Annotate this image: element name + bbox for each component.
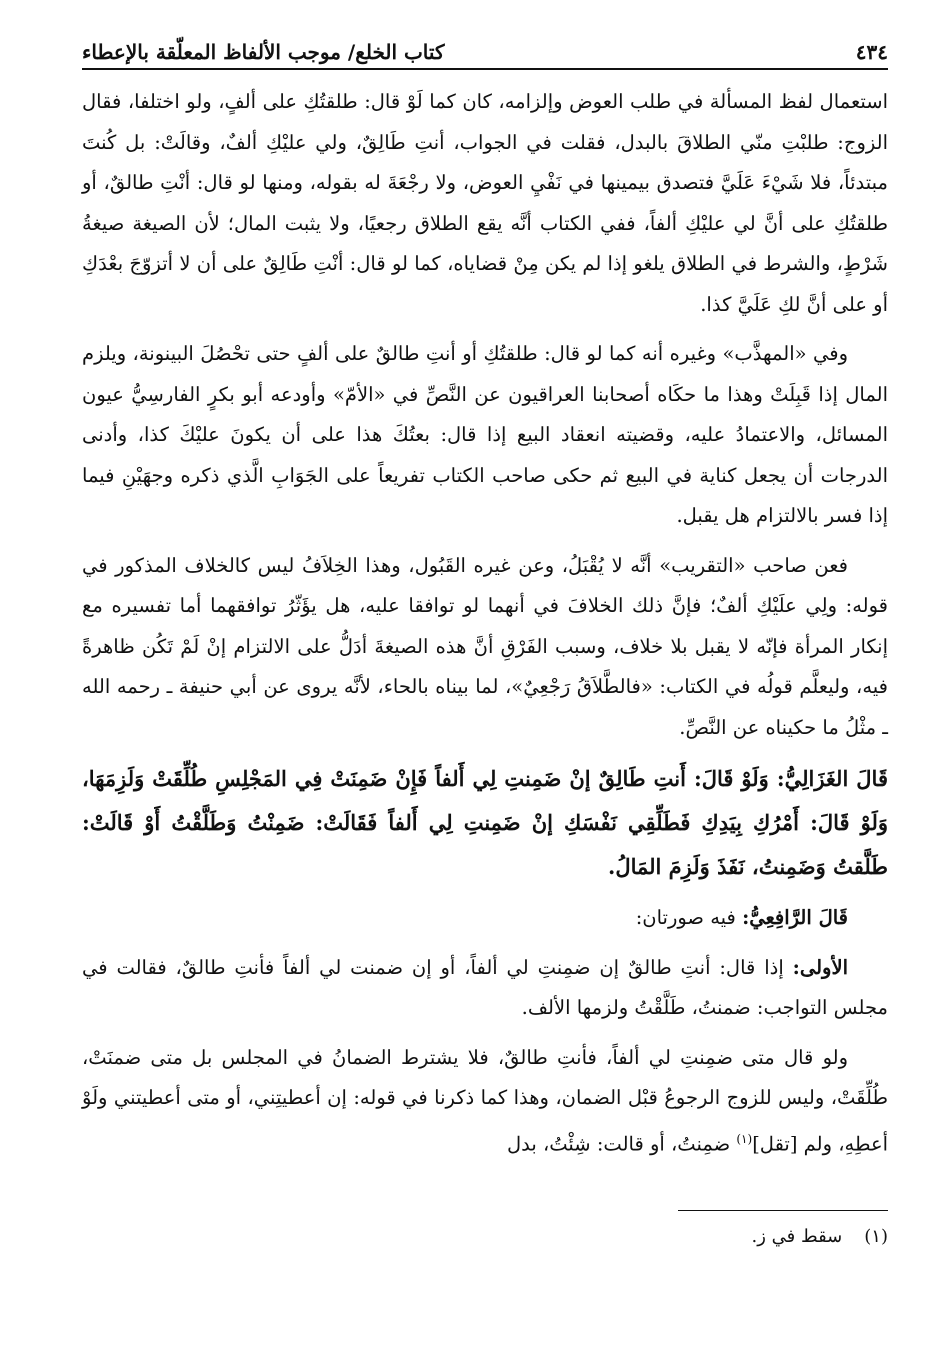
footnote-text: سقط في ز. [751, 1226, 843, 1247]
paragraph-2: وفي «المهذَّب» وغيره أنه كما لو قال: طلقتُكِ أو أنتِ طالقٌ على ألفٍ حتى تحْصُلَ البينونة، ويلزم المال إذا قَبِلَتْ وهذا ما حكَاه أصحابنا العراقيون عن النَّصِّ في «الأمّ» وأودعه أبو بكرٍ الفارسِيُّ عيون المسائل، والاعتمادُ عليه، وقضيته انعقاد البيع إذا قال: بعتُكَ هذا على أن يكونَ عليْكَ كذا، وأدنى الدرجات أن يجعل كناية في البيع ثم حكى صاحب الكتاب تفريعاً على الجَوَابِ الَّذي ذكره وجهَيْنِ فيما إذا فسر بالالتزام هل يقبل. [82, 342, 888, 527]
first-case-label: الأولى: [792, 955, 848, 979]
footnote-rule [678, 1210, 888, 1211]
running-title: كتاب الخلع/ موجب الألفاظ المعلّقة بالإعطاء [82, 40, 445, 64]
rafii-label: قَالَ الرَّافِعِيُّ: [742, 906, 848, 929]
footnote-number: (١) [864, 1226, 888, 1247]
paragraph-last-after: ضمِنتُ، أو قالت: شِئْتُ، بدل [506, 1132, 737, 1155]
document-page [82, 0, 888, 1353]
ghazali-text: قَالَ الغَزَالِيُّ: وَلَوْ قَالَ: أَنتِ طَالِقٌ إنْ ضَمِنتِ لِي أَلفاً فَإِنْ ضَمِنَتْ فِي المَجْلِسِ طُلِّقَتْ وَلَزِمَهَا، وَلَوْ قَالَ: أَمْرُكِ بِيَدِكِ فَطَلِّقِي نَفْسَكِ إنْ ضَمِنتِ لِي أَلفاً فَقَالَتْ: ضَمِنْتُ وَطَلَّقْتُ أَوْ قَالَتْ: طَلَّقتُ وَضَمِنتُ، نَفَذَ وَلَزِمَ المَالُ. [82, 766, 888, 879]
page-number: ٤٣٤ [855, 40, 888, 64]
paragraph-last-before: ولو قال متى ضمِنتِ لي ألفاً، فأنتِ طالقٌ، فلا يشترط الضمانُ في المجلس بل متى ضمنَتْ، طُلِّقَتْ، وليس للزوج الرجوعُ قبْل الضمان، وهذا كما ذكرنا في قوله: إن أعطيتِني، أو متى أعطيتني ولَوْ أعطِهِ، ولم [تقل] [82, 1045, 888, 1155]
header-rule [82, 68, 888, 70]
running-header [82, 34, 888, 64]
first-case-text: إذا قال: أنتِ طالقٌ إن ضمِنتِ لي ألفاً، أو إن ضمنت لي ألفاً فأنتِ طالقٌ، فقالت في مجلس التواجب: ضمنتُ، طَلَّقْتُ ولزمها الألف. [82, 955, 888, 1019]
rafii-rest: فيه صورتان: [635, 906, 743, 929]
footnote-marker[interactable]: (١) [736, 1131, 753, 1146]
main-text [82, 82, 888, 1174]
footnote [752, 1222, 888, 1252]
rafii-intro [82, 898, 888, 939]
first-case [82, 948, 888, 1029]
paragraph-last [82, 1038, 888, 1165]
paragraph-3: فعن صاحب «التقريب» أنَّه لا يُقْبَلُ، وعن غيره القَبُول، وهذا الخِلاَفُ ليس كالخلاف المذكور في قوله: ولِي علَيْكِ ألفٌ؛ فإنَّ ذلك الخلافَ في أنهما لو توافقا عليه، هل يؤَثّرُ توافقهما أما تفسيره مع إنكار المرأة فإنّه لا يقبل بلا خلاف، وسبب الفَرْقِ أنَّ هذه الصيغةَ أدَلُّ على الالتزام إنْ لَمْ تَكُن ظاهرةً فيه، وليعلَّم قولُه في الكتاب: «فالطَّلاَقُ رَجْعِيٌ»، لما بيناه بالحاء، لأنَّه يروى عن أبي حنيفة ـ رحمه الله ـ مثْلُ ما حكيناه عن النَّصِّ. [82, 553, 888, 739]
paragraph-1: استعمال لفظ المسألة في طلب العوض وإلزامه، كان كما لَوْ قال: طلقتُكِ على ألفٍ، ولو اختلفا، فقال الزوج: طلبْتِ منّي الطلاقَ بالبدل، فقلت في الجواب، أنتِ طَالِقٌ، ولي عليْكِ ألفٌ، وقالَتْ: بل كُنتَ مبتدئاً، فلا شَيْءَ عَلَيَّ فتصدق بيمينها في نَفْيِ العوض، ولا رجْعَةَ له بقوله، ومنها لو قال: أنْتِ طالقٌ، أو طلقتُكِ على أنَّ لي عليْكِ ألفاً، ففي الكتاب أنَّه يقع الطلاق رجعيًا، ولا يثبت المال؛ لأن الصيغة صيغةُ شَرْطٍ، والشرط في الطلاق يلغو إذا لم يكن مِنْ قضاياه، كما لو قال: أنْتِ طَالِقٌ على أن لا أتزوّجَ بعْدَكِ أو على أنَّ لكِ عَلَيَّ كذا. [82, 90, 888, 316]
